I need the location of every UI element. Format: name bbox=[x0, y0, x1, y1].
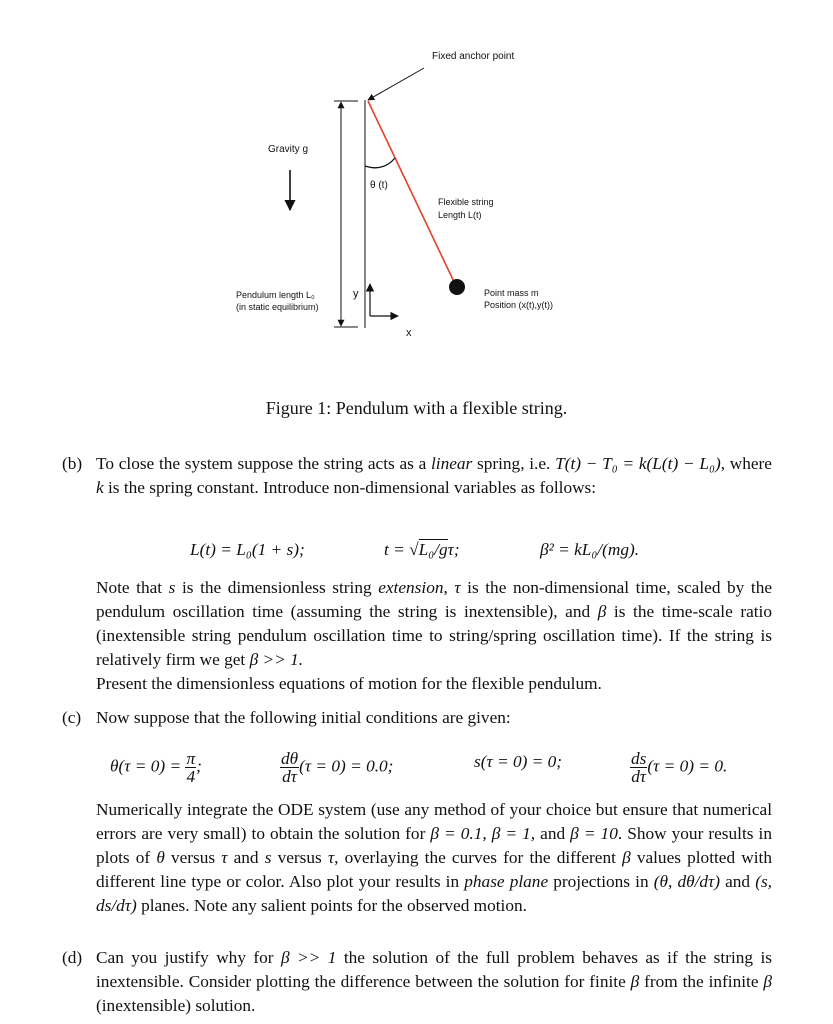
string-label-line1: Flexible string bbox=[438, 197, 494, 207]
part-d-label: (d) bbox=[62, 948, 83, 967]
ic-theta-dot: $\frac{d\theta}{d\tau}$ (τ = 0) = 0.0; bbox=[281, 749, 394, 786]
figure-caption: Figure 1: Pendulum with a flexible string. bbox=[265, 398, 568, 418]
part-c-intro: Now suppose that the following initial conditions are given: bbox=[96, 708, 511, 727]
part-c-label: (c) bbox=[62, 708, 82, 727]
part-d-body: Can you justify why for β >> 1 the solution of the full problem behaves as if the string is inextensible. Consider plotting the difference between the solution for finite β from the infinite β (inextensible) solution. bbox=[96, 948, 772, 1015]
dtheta-dtau-fraction: $\frac{d\theta}{d\tau}$ bbox=[281, 749, 299, 786]
ic-s-dot: $\frac{ds}{d\tau}$ (τ = 0) = 0. bbox=[631, 749, 728, 786]
ic-theta: θ(τ = 0) = $\frac{\pi}{4}$ ; bbox=[110, 749, 202, 786]
part-b-note: Note that s is the dimensionless string extension, τ is the non-dimensional time, scaled by the pendulum oscillation time (assuming the string is inextensible), and β is the time-scale ratio (inextensible string pendulum oscillation time to string/spring oscillation time). If the string is relatively firm we get β >> 1. Present the dimensionless equations of motion for the flexible pendulum. bbox=[96, 578, 773, 693]
equation-length: L(t) = L₀(1 + s); bbox=[190, 540, 305, 559]
length-label-line2: (in static equilibrium) bbox=[236, 302, 319, 312]
theta-label: θ (t) bbox=[370, 180, 388, 191]
length-label-line1: Pendulum length L₀ bbox=[236, 290, 315, 300]
mass-label-line1: Point mass m bbox=[484, 288, 539, 298]
flexible-string bbox=[368, 101, 456, 286]
theta-angle-arc bbox=[365, 158, 395, 168]
equation-beta: β² = kL₀/(mg). bbox=[540, 540, 640, 559]
anchor-pointer-arrow bbox=[368, 68, 424, 100]
point-mass bbox=[449, 279, 465, 295]
part-c-body: Numerically integrate the ODE system (use any method of your choice but ensure that numerical errors are very small) to obtain the solution for β = 0.1, β = 1, and β = 10. Show your results in plots of θ versus τ and s versus τ, overlaying the curves for the different β values plotted with different line type or color. Also plot your results in phase plane projections in (θ, dθ/dτ) and (s, ds/dτ) planes. Note any salient points for the observed motion. bbox=[96, 800, 772, 915]
x-axis-label: x bbox=[406, 327, 412, 339]
ds-dtau-fraction: $\frac{ds}{d\tau}$ bbox=[631, 749, 647, 786]
y-axis-label: y bbox=[353, 288, 359, 300]
equation-time: t = √L₀/gτ; bbox=[384, 540, 460, 559]
part-b-intro: To close the system suppose the string acts as a linear spring, i.e. T(t) − T₀ = k(L(t) − L₀), where k is the spring constant. Introduce non-dimensional variables as follows: bbox=[96, 454, 772, 497]
part-b-label: (b) bbox=[62, 454, 83, 473]
gravity-label: Gravity g bbox=[268, 144, 309, 155]
string-label-line2: Length L(t) bbox=[438, 210, 482, 220]
pendulum-figure bbox=[0, 0, 833, 390]
ic-s: s(τ = 0) = 0; bbox=[474, 752, 563, 771]
anchor-label: Fixed anchor point bbox=[432, 51, 515, 62]
pi-over-4-fraction: $\frac{\pi}{4}$ bbox=[186, 749, 196, 786]
mass-label-line2: Position (x(t),y(t)) bbox=[484, 300, 554, 310]
